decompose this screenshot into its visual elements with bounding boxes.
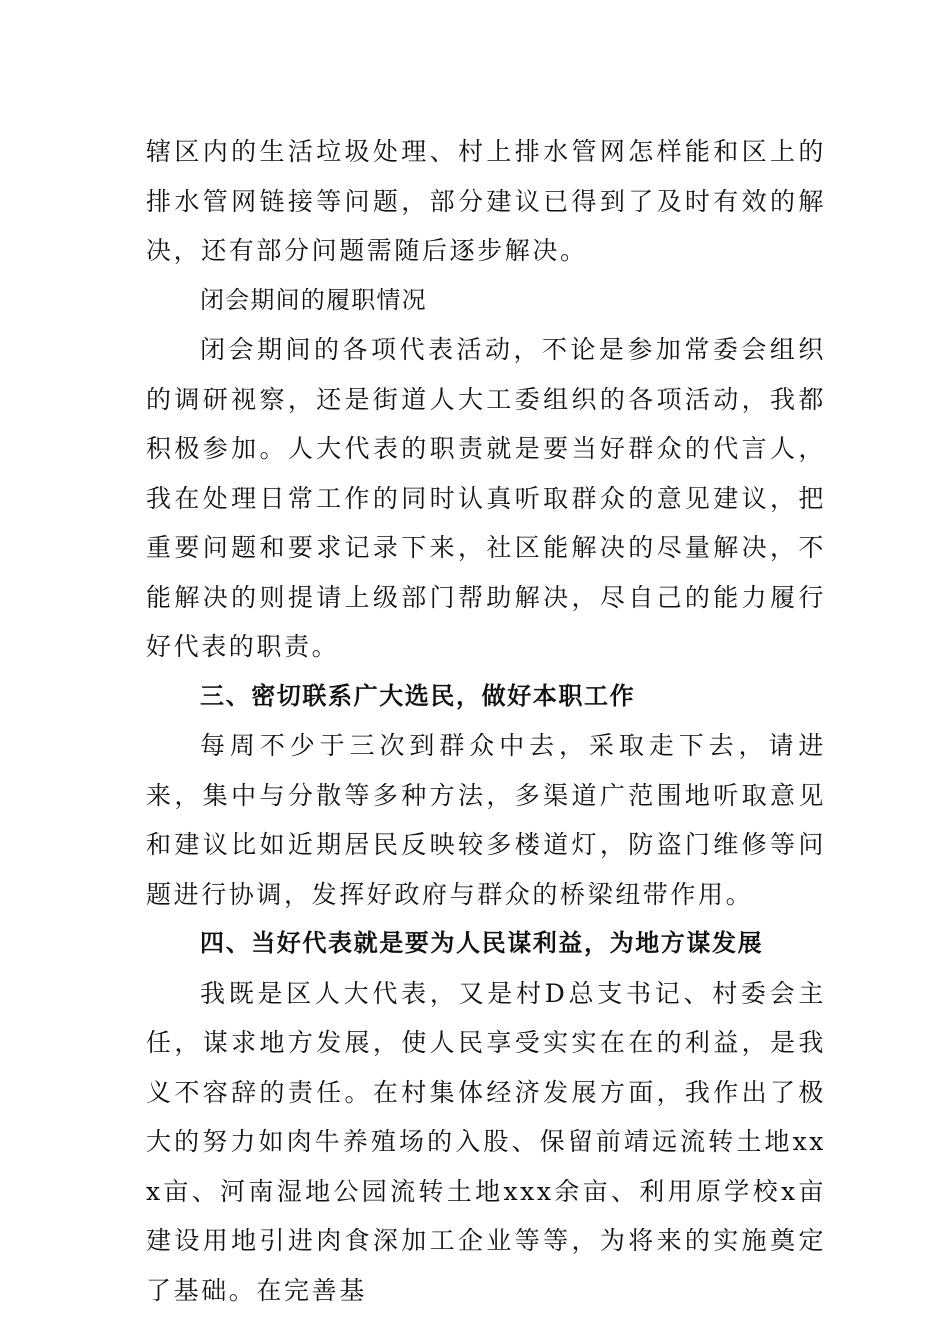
section-heading-three: 三、密切联系广大选民，做好本职工作 <box>200 681 636 710</box>
section-subtitle-recess-duties: 闭会期间的履职情况 <box>200 285 427 314</box>
section-heading-four: 四、当好代表就是要为人民谋利益，为地方谋发展 <box>200 929 764 957</box>
paragraph-recess-activities: 闭会期间的各项代表活动，不论是参加常委会组织的调研视察，还是街道人大工委组织的各项活动，我都积极参加。人大代表的职责就是要当好群众的代言人，我在处理日常工作的同时认真听取群众的意见建议，把重要问题和要求记录下来，社区能解决的尽量解决，不能解决的则提请上级部门帮助解决，尽自己的能力履行好代表的职责。 <box>146 335 826 661</box>
paragraph-contact-voters: 每周不少于三次到群众中去，采取走下去，请进来，集中与分散等多种方法，多渠道广范围地听取意见和建议比如近期居民反映较多楼道灯，防盗门维修等问题进行协调，发挥好政府与群众的桥梁纽带作用。 <box>146 731 826 909</box>
document-body <box>146 127 826 1315</box>
paragraph-local-development: 我既是区人大代表，又是村D总支书记、村委会主任，谋求地方发展，使人民享受实实在在的利益，是我义不容辞的责任。在村集体经济发展方面，我作出了极大的努力如肉牛养殖场的入股、保留前靖远流转土地xxx亩、河南湿地公园流转土地xxx余亩、利用原学校x亩建设用地引进肉食深加工企业等等，为将来的实施奠定了基础。在完善基 <box>146 978 826 1305</box>
paragraph-continuation: 辖区内的生活垃圾处理、村上排水管网怎样能和区上的排水管网链接等问题，部分建议已得到了及时有效的解决，还有部分问题需随后逐步解决。 <box>146 137 826 265</box>
